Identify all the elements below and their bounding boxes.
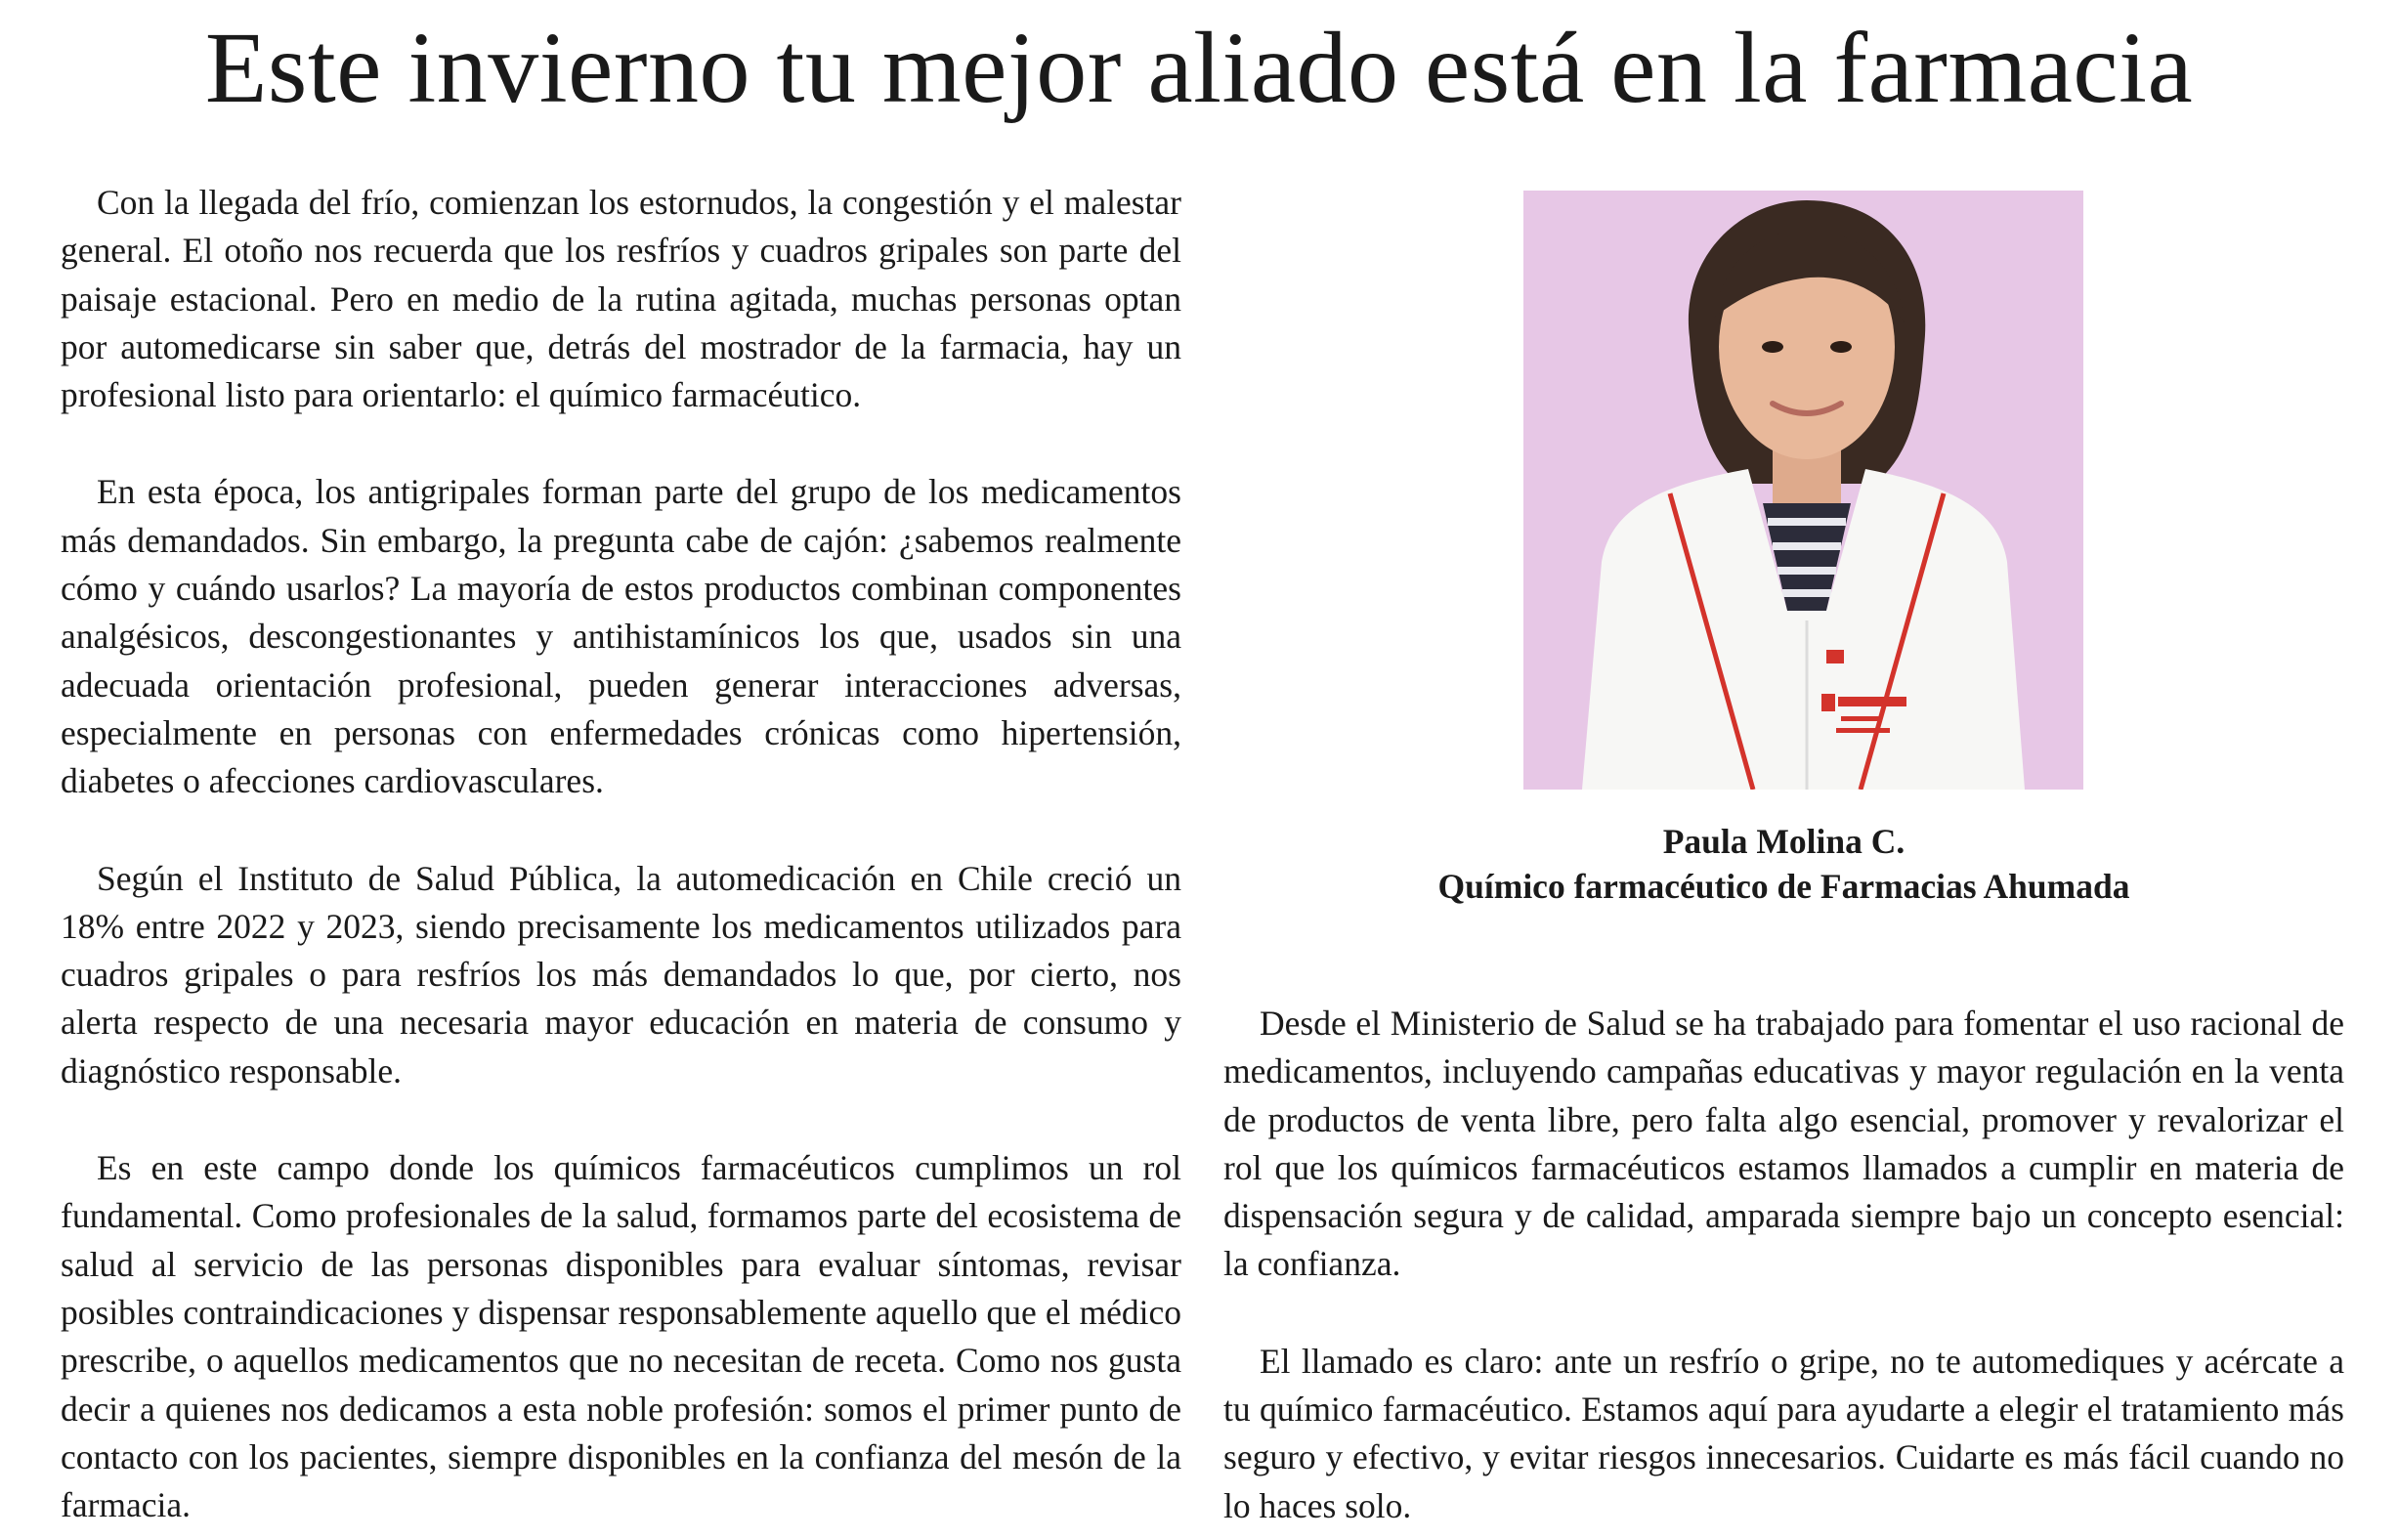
- paragraph: Desde el Ministerio de Salud se ha trabajado para fomentar el uso racional de medicamentos, incluyendo campañas educativas y mayor regulación en la venta de productos de venta libre, pero falta algo esencial, promover y revalorizar el rol que los químicos farmacéuticos estamos llamados a cumplir en materia de dispensación segura y de calidad, amparada siempre bajo un concepto esencial: la confianza.: [1223, 1004, 2344, 1284]
- author-title: Químico farmacéutico de Farmacias Ahumada: [1437, 867, 2130, 906]
- paragraph: En esta época, los antigripales forman parte del grupo de los medicamentos más demandados. Sin embargo, la pregunta cabe de cajón: ¿sabemos realmente cómo y cuándo usarlos? La mayoría de estos productos combinan componentes analgésicos, descongestionantes y antihistamínicos los que, usados sin una adecuada orientación profesional, pueden generar interacciones adversas, especialmente en personas con enfermedades crónicas como hipertensión, diabetes o afecciones cardiovasculares.: [61, 472, 1181, 801]
- paragraph: Según el Instituto de Salud Pública, la automedicación en Chile creció un 18% entre 2022 y 2023, siendo precisamente los medicamentos utilizados para cuadros gripales o para resfríos los más demandados lo que, por cierto, nos alerta respecto de una necesaria mayor educación en materia de consumo y diagnóstico responsable.: [61, 858, 1181, 1091]
- left-column: [61, 179, 1181, 1529]
- right-column: [1223, 1000, 2344, 1530]
- paragraph: El llamado es claro: ante un resfrío o gripe, no te automediques y acércate a tu químico farmacéutico. Estamos aquí para ayudarte a elegir el tratamiento más seguro y efectivo, y evitar riesgos innecesarios. Cuidarte es más fácil cuando no lo haces solo.: [1223, 1341, 2344, 1525]
- article-headline: Este invierno tu mejor aliado está en la farmacia: [204, 12, 2194, 124]
- paragraph: Es en este campo donde los químicos farmacéuticos cumplimos un rol fundamental. Como profesionales de la salud, formamos parte del ecosistema de salud al servicio de las personas disponibles para evaluar síntomas, revisar posibles contraindicaciones y dispensar responsablemente aquello que el médico prescribe, o aquellos medicamentos que no necesitan de receta. Como nos gusta decir a quienes nos dedicamos a esta noble profesión: somos el primer punto de contacto con los pacientes, siempre disponibles en la confianza del mesón de la farmacia.: [61, 1148, 1181, 1525]
- author-name: Paula Molina C.: [1662, 822, 1906, 861]
- paragraph: Con la llegada del frío, comienzan los estornudos, la congestión y el malestar general. El otoño nos recuerda que los resfríos y cuadros gripales son parte del paisaje estacional. Pero en medio de la rutina agitada, muchas personas optan por automedicarse sin saber que, detrás del mostrador de la farmacia, hay un profesional listo para orientarlo: el químico farmacéutico.: [61, 183, 1181, 415]
- author-caption: [1223, 819, 2344, 909]
- author-portrait: [1523, 191, 2083, 790]
